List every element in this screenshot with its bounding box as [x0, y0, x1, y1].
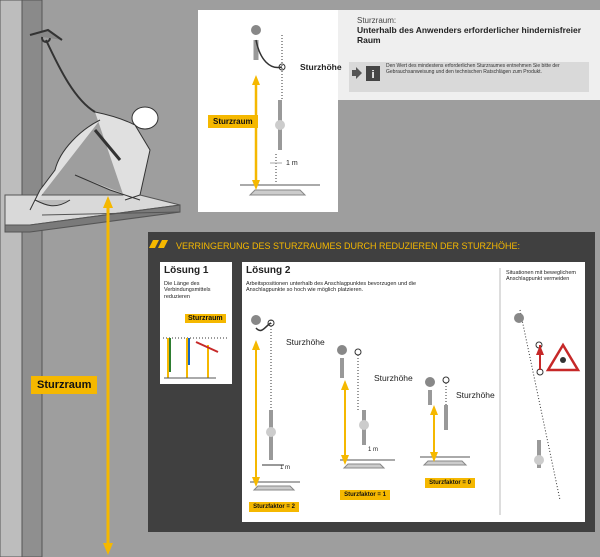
- scenario-3-label: Sturzhöhe: [456, 390, 495, 400]
- left-clearance-label: Sturzraum: [31, 376, 97, 394]
- top-distance-label: 1 m: [286, 160, 298, 167]
- solution2-text: Arbeitspositionen unterhalb des Anschlagpunktes bevorzugen und die Anschlagpunkte so hoch wie möglich platzieren.: [246, 281, 417, 294]
- scenario-3-factor: Sturzfaktor = 0: [425, 478, 475, 488]
- top-clearance-label: Sturzraum: [208, 115, 258, 128]
- solution2-panel: [242, 262, 585, 522]
- worker-illustration: [30, 30, 158, 210]
- scenario-1-factor: Sturzfaktor = 2: [249, 502, 299, 512]
- solution2-title: Lösung 2: [246, 265, 291, 276]
- scenario-2-factor: Sturzfaktor = 1: [340, 490, 390, 500]
- bottom-header: VERRINGERUNG DES STURZRAUMES DURCH REDUZIEREN DER STURZHÖHE:: [176, 241, 521, 251]
- top-panel-illustration: [198, 10, 338, 212]
- solution1-label: Sturzraum: [185, 314, 226, 323]
- solution1-title: Lösung 1: [164, 265, 209, 276]
- top-title: Sturzraum:: [357, 16, 397, 25]
- scenario-1-distance: 1 m: [280, 465, 291, 471]
- top-fall-height-label: Sturzhöhe: [300, 62, 342, 72]
- scenario-2-label: Sturzhöhe: [374, 373, 413, 383]
- info-text: Den Wert des mindestens erforderlichen Sturzraumes entnehmen Sie bitte der Gebrauchsanweisung und den technischen Ratschlägen zum Produkt.: [386, 63, 560, 75]
- scenario-1-label: Sturzhöhe: [286, 337, 325, 347]
- scenario-2-distance: 1 m: [368, 447, 379, 453]
- solution1-text: Die Länge des Verbindungsmittels reduzieren: [164, 281, 211, 300]
- info-icon: [352, 66, 380, 81]
- avoid-text: Situationen mit beweglichem Anschlagpunkt vermeiden: [506, 270, 577, 283]
- left-clearance-arrow: [103, 196, 113, 555]
- svg-text:i: i: [371, 69, 375, 81]
- top-subtitle: Unterhalb des Anwenders erforderlicher hindernisfreier Raum: [357, 25, 582, 45]
